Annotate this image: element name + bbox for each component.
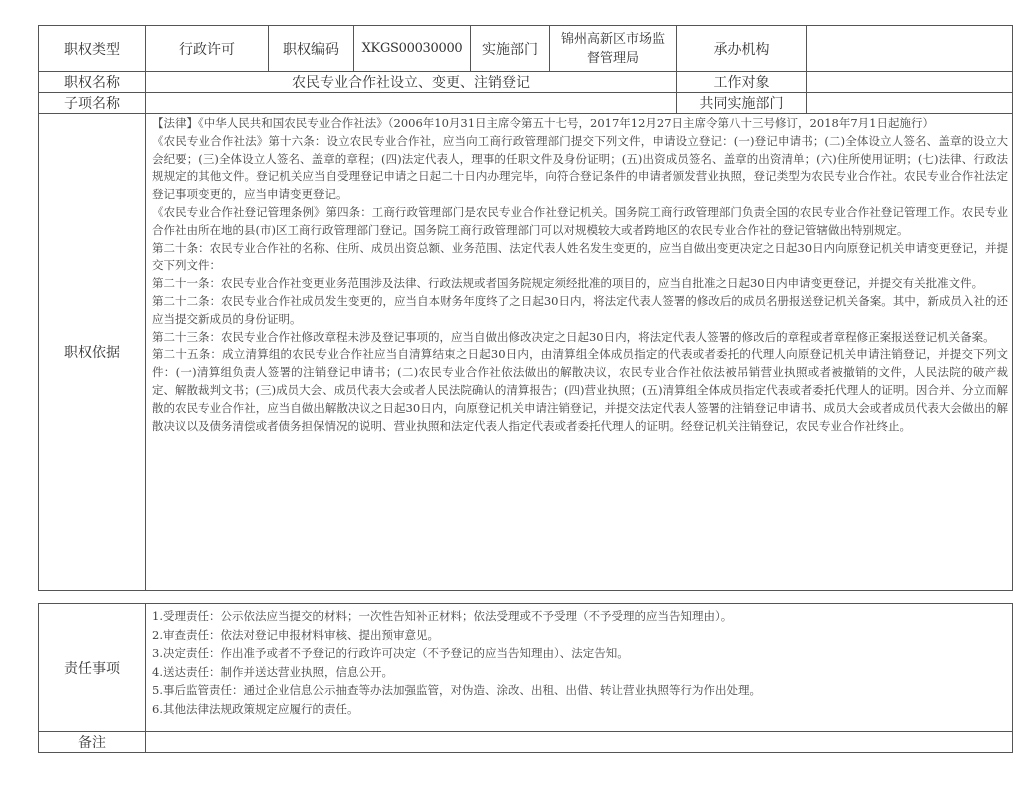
type-label: 职权类型 xyxy=(39,26,146,72)
responsibility-label: 责任事项 xyxy=(39,604,146,732)
responsibility-content xyxy=(146,604,1013,732)
basis-paragraph: 《农民专业合作社法》第十六条：设立农民专业合作社，应当向工商行政管理部门提交下列文件，申请设立登记：(一)登记申请书；(二)全体设立人签名、盖章的设立大会纪要；(三)全体设立人签名、盖章的章程；(四)法定代表人，理事的任职文件及身份证明；(五)出资成员签名、盖章的出资清单；(六)住所使用证明；(七)法律、行政法规规定的其他文件。登记机关应当自受理登记申请之日起二十日内办理完毕，向符合登记条件的申请者颁发营业执照，登记类型为农民专业合作社。农民专业合作社法定登记事项变更的，应当申请变更登记。 xyxy=(152,133,1009,202)
basis-paragraph: 第二十条：农民专业合作社的名称、住所、成员出资总额、业务范围、法定代表人姓名发生变更的，应当自做出变更决定之日起30日内向原登记机关申请变更登记，并提交下列文件： xyxy=(152,240,1008,273)
handler-value xyxy=(807,26,1013,72)
responsibility-item: 3.决定责任：作出准予或者不予登记的行政许可决定（不予登记的应当告知理由）、法定告知。 xyxy=(152,646,629,661)
subitem-value xyxy=(146,93,677,114)
subitem-label: 子项名称 xyxy=(39,93,146,114)
responsibility-item: 2.审查责任：依法对登记申报材料审核、提出预审意见。 xyxy=(152,627,439,642)
dept-label: 实施部门 xyxy=(471,26,550,72)
responsibility-item: 1.受理责任：公示依法应当提交的材料；一次性告知补正材料；依法受理或不予受理（不予受理的应当告知理由）。 xyxy=(152,609,733,623)
name-label: 职权名称 xyxy=(39,72,146,93)
target-value xyxy=(807,72,1013,93)
joint-dept-value xyxy=(807,93,1013,114)
authority-table xyxy=(38,25,1013,591)
joint-dept-label: 共同实施部门 xyxy=(677,93,807,114)
responsibility-item: 4.送达责任：制作并送达营业执照，信息公开。 xyxy=(152,664,393,679)
code-label: 职权编码 xyxy=(269,26,354,72)
basis-paragraph: 第二十一条：农民专业合作社变更业务范围涉及法律、行政法规或者国务院规定须经批准的项目的，应当自批准之日起30日内申请变更登记，并提交有关批准文件。 xyxy=(152,276,984,291)
code-value: XKGS00030000 xyxy=(354,26,471,72)
basis-paragraph: 第二十五条：成立清算组的农民专业合作社应当自清算结束之日起30日内，由清算组全体成员指定的代表或者委托的代理人向原登记机关申请注销登记，并提交下列文件：(一)清算组负责人签署的注销登记申请书；(二)农民专业合作社依法做出的解散决议，农民专业合作社依法被吊销营业执照或者被撤销的文件，人民法院的破产裁定、解散裁判文书；(三)成员大会、成员代表大会或者人民法院确认的清算报告；(四)营业执照；(五)清算组全体成员指定代表或者委托代理人的证明。因合并、分立而解散的农民专业合作社，应当自做出解散决议之日起30日内，向原登记机关申请注销登记，并提交法定代表人签署的注销登记申请书、成员大会或者成员代表大会做出的解散决议以及债务清偿或者债务担保情况的说明、营业执照和法定代表人指定代表或者委托代理人的证明。经登记机关注销登记，农民专业合作社终止。 xyxy=(152,347,1008,433)
remarks-value xyxy=(146,732,1013,753)
basis-label: 职权依据 xyxy=(39,114,146,591)
responsibility-item: 6.其他法律法规政策规定应履行的责任。 xyxy=(152,701,359,716)
basis-paragraph: 【法律】《中华人民共和国农民专业合作社法》（2006年10月31日主席令第五十七号，2017年12月27日主席令第八十三号修订，2018年7月1日起施行） xyxy=(152,116,934,130)
handler-label: 承办机构 xyxy=(677,26,807,72)
responsibility-item: 5.事后监管责任：通过企业信息公示抽查等办法加强监管，对伪造、涂改、出租、出借、转让营业执照等行为作出处理。 xyxy=(152,683,761,698)
basis-paragraph: 《农民专业合作社登记管理条例》第四条：工商行政管理部门是农民专业合作社登记机关。国务院工商行政管理部门负责全国的农民专业合作社登记管理工作。农民专业合作社由所在地的县(市)区工商行政管理部门登记。国务院工商行政管理部门可以对规模较大或者跨地区的农民专业合作社的登记管辖做出特别规定。 xyxy=(152,204,1008,237)
name-value: 农民专业合作社设立、变更、注销登记 xyxy=(146,72,677,93)
basis-paragraph: 第二十三条：农民专业合作社修改章程未涉及登记事项的，应当自做出修改决定之日起30日内，将法定代表人签署的修改后的章程或者章程修正案报送登记机关备案。 xyxy=(152,329,995,344)
dept-value: 锦州高新区市场监督管理局 xyxy=(550,26,677,72)
remarks-label: 备注 xyxy=(39,732,146,753)
basis-content xyxy=(146,114,1013,591)
basis-paragraph: 第二十二条：农民专业合作社成员发生变更的，应当自本财务年度终了之日起30日内，将法定代表人签署的修改后的成员名册报送登记机关备案。其中，新成员入社的还应当提交新成员的身份证明。 xyxy=(152,293,1008,326)
responsibility-table xyxy=(38,603,1013,753)
target-label: 工作对象 xyxy=(677,72,807,93)
type-value: 行政许可 xyxy=(146,26,269,72)
